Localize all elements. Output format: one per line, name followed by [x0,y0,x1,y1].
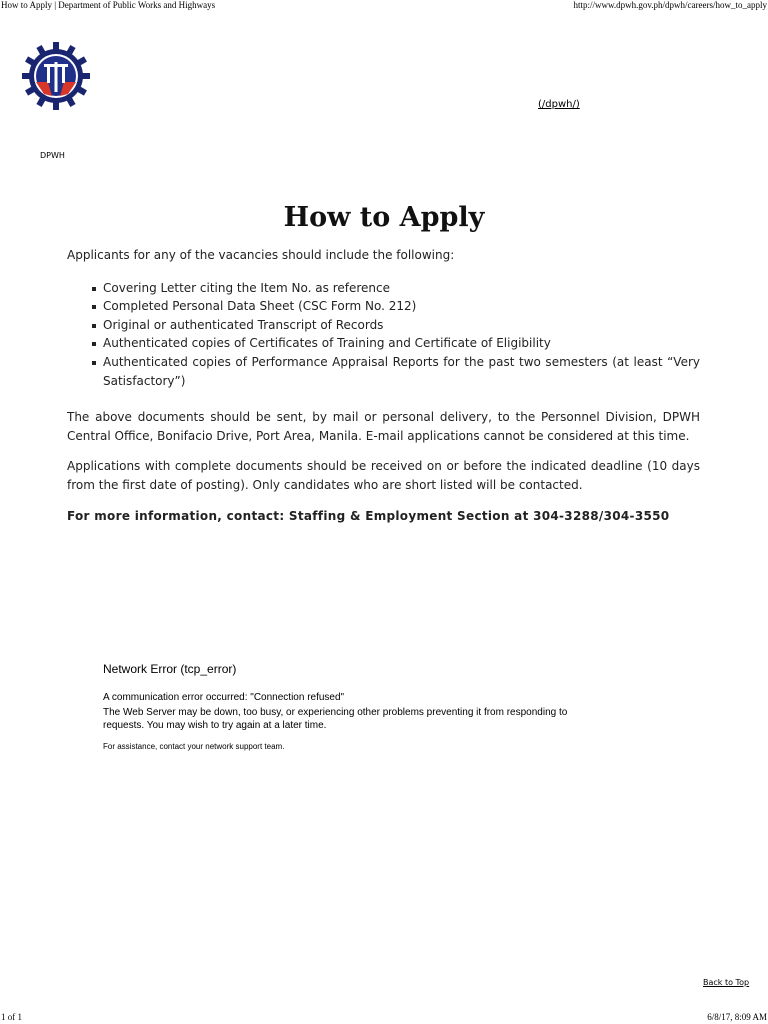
dpwh-seal-icon[interactable] [22,42,90,110]
page-title: How to Apply [283,202,485,233]
print-url: http://www.dpwh.gov.ph/dpwh/careers/how_to_apply [573,0,767,10]
bullet-icon [92,305,96,309]
bullet-icon [92,287,96,291]
print-page-title: How to Apply | Department of Public Works and Highways [1,0,216,10]
intro-text: Applicants for any of the vacancies should include the following: [67,248,455,262]
bullet-icon [92,361,96,365]
submission-note: The above documents should be sent, by mail or personal delivery, to the Personnel Division, DPWH Central Office, Bonifacio Drive, Port Area, Manila. E-mail applications cannot be considered at this time. [67,410,700,443]
back-to-top-link[interactable]: Back to Top [703,978,750,987]
requirements-list [67,279,700,391]
list-item: Authenticated copies of Certificates of Training and Certificate of Eligibility [103,334,700,353]
bullet-icon [92,342,96,346]
contact-info: For more information, contact: Staffing & Employment Section at 304-3288/304-3550 [67,508,670,523]
deadline-note: Applications with complete documents should be received on or before the indicated deadline (10 days from the first date of posting). Only candidates who are short listed will be contacted. [67,459,700,492]
home-link[interactable]: (/dpwh/) [538,99,580,110]
network-error-panel [103,662,573,751]
print-header [0,0,768,12]
error-assistance: For assistance, contact your network support team. [103,742,285,751]
printed-timestamp: 6/8/17, 8:09 AM [707,1012,767,1022]
error-message: A communication error occurred: "Connection refused" [103,692,345,703]
error-details: The Web Server may be down, too busy, or experiencing other problems preventing it from responding to requests. You may wish to try again at a later time. [103,707,568,731]
list-item: Covering Letter citing the Item No. as reference [103,279,700,298]
error-title: Network Error (tcp_error) [103,662,237,676]
list-item: Completed Personal Data Sheet (CSC Form No. 212) [103,297,700,316]
list-item: Original or authenticated Transcript of Records [103,316,700,335]
bullet-icon [92,324,96,328]
brand-label: DPWH [40,151,65,160]
page-count: 1 of 1 [1,1012,22,1022]
print-footer [0,1012,768,1024]
list-item: Authenticated copies of Performance Appraisal Reports for the past two semesters (at least “Very Satisfactory”) [103,353,700,390]
main-content [67,246,700,525]
